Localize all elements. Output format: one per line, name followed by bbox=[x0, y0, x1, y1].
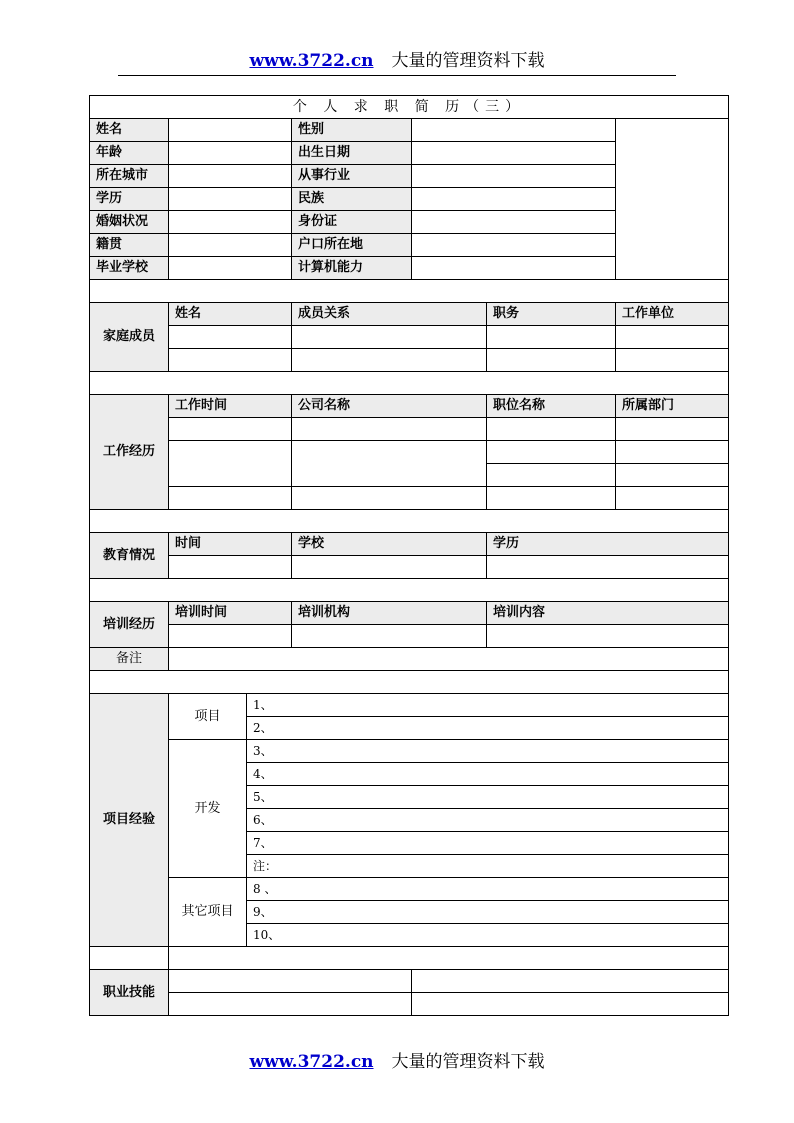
edu-cell[interactable] bbox=[169, 556, 292, 579]
work-cell[interactable] bbox=[487, 418, 616, 441]
group-other: 其它项目 bbox=[169, 878, 247, 947]
section-family: 家庭成员 bbox=[90, 303, 169, 372]
project-item[interactable]: 1、 bbox=[247, 694, 729, 717]
form-title: 个 人 求 职 简 历（三） bbox=[90, 96, 729, 119]
work-cell[interactable] bbox=[292, 418, 487, 441]
section-work: 工作经历 bbox=[90, 395, 169, 510]
work-col-period: 工作时间 bbox=[169, 395, 292, 418]
work-cell[interactable] bbox=[487, 441, 616, 464]
skills-cell[interactable] bbox=[169, 993, 412, 1016]
project-item[interactable]: 7、 bbox=[247, 832, 729, 855]
field-computer[interactable] bbox=[412, 257, 616, 280]
project-note[interactable]: 注： bbox=[247, 855, 729, 878]
resume-form bbox=[89, 95, 729, 1016]
label-gender: 性别 bbox=[292, 119, 412, 142]
spacer-row bbox=[90, 372, 729, 395]
project-item[interactable]: 2、 bbox=[247, 717, 729, 740]
spacer-cell bbox=[169, 947, 729, 970]
work-col-title: 职位名称 bbox=[487, 395, 616, 418]
label-remarks: 备注 bbox=[90, 648, 169, 671]
project-item[interactable]: 4、 bbox=[247, 763, 729, 786]
group-project: 项目 bbox=[169, 694, 247, 740]
work-cell[interactable] bbox=[616, 464, 729, 487]
training-col-time: 培训时间 bbox=[169, 602, 292, 625]
section-education: 教育情况 bbox=[90, 533, 169, 579]
training-col-institution: 培训机构 bbox=[292, 602, 487, 625]
project-item[interactable]: 5、 bbox=[247, 786, 729, 809]
training-cell[interactable] bbox=[292, 625, 487, 648]
work-cell[interactable] bbox=[616, 418, 729, 441]
label-birth-date: 出生日期 bbox=[292, 142, 412, 165]
edu-col-degree: 学历 bbox=[487, 533, 729, 556]
photo-box bbox=[616, 119, 729, 280]
section-training: 培训经历 bbox=[90, 602, 169, 648]
training-cell[interactable] bbox=[169, 625, 292, 648]
work-col-department: 所属部门 bbox=[616, 395, 729, 418]
field-industry[interactable] bbox=[412, 165, 616, 188]
project-item[interactable]: 8 、 bbox=[247, 878, 729, 901]
label-id-card: 身份证 bbox=[292, 211, 412, 234]
label-name: 姓名 bbox=[90, 119, 169, 142]
label-marital: 婚姻状况 bbox=[90, 211, 169, 234]
label-age: 年龄 bbox=[90, 142, 169, 165]
family-cell[interactable] bbox=[616, 349, 729, 372]
edu-col-school: 学校 bbox=[292, 533, 487, 556]
header-link[interactable]: www.3722.cn bbox=[249, 51, 374, 71]
footer-link[interactable]: www.3722.cn bbox=[249, 1052, 374, 1072]
project-item[interactable]: 6、 bbox=[247, 809, 729, 832]
field-marital[interactable] bbox=[169, 211, 292, 234]
work-cell[interactable] bbox=[292, 441, 487, 487]
family-col-name: 姓名 bbox=[169, 303, 292, 326]
field-name[interactable] bbox=[169, 119, 292, 142]
work-cell[interactable] bbox=[169, 487, 292, 510]
family-col-position: 职务 bbox=[487, 303, 616, 326]
family-cell[interactable] bbox=[169, 326, 292, 349]
label-education: 学历 bbox=[90, 188, 169, 211]
spacer-row bbox=[90, 671, 729, 694]
spacer-row bbox=[90, 510, 729, 533]
work-cell[interactable] bbox=[487, 464, 616, 487]
work-cell[interactable] bbox=[169, 441, 292, 487]
spacer-row bbox=[90, 579, 729, 602]
work-cell[interactable] bbox=[487, 487, 616, 510]
edu-cell[interactable] bbox=[487, 556, 729, 579]
spacer-row bbox=[90, 280, 729, 303]
work-cell[interactable] bbox=[616, 441, 729, 464]
edu-col-time: 时间 bbox=[169, 533, 292, 556]
label-ethnicity: 民族 bbox=[292, 188, 412, 211]
field-birth-date[interactable] bbox=[412, 142, 616, 165]
family-cell[interactable] bbox=[616, 326, 729, 349]
family-cell[interactable] bbox=[292, 326, 487, 349]
skills-cell[interactable] bbox=[169, 970, 412, 993]
group-dev: 开发 bbox=[169, 740, 247, 878]
section-projects: 项目经验 bbox=[90, 694, 169, 947]
training-cell[interactable] bbox=[487, 625, 729, 648]
edu-cell[interactable] bbox=[292, 556, 487, 579]
label-hukou: 户口所在地 bbox=[292, 234, 412, 257]
project-item[interactable]: 10、 bbox=[247, 924, 729, 947]
training-col-content: 培训内容 bbox=[487, 602, 729, 625]
project-item[interactable]: 9、 bbox=[247, 901, 729, 924]
family-cell[interactable] bbox=[169, 349, 292, 372]
family-col-relation: 成员关系 bbox=[292, 303, 487, 326]
work-cell[interactable] bbox=[292, 487, 487, 510]
label-school: 毕业学校 bbox=[90, 257, 169, 280]
work-cell[interactable] bbox=[169, 418, 292, 441]
family-cell[interactable] bbox=[292, 349, 487, 372]
work-cell[interactable] bbox=[616, 487, 729, 510]
field-remarks[interactable] bbox=[169, 648, 729, 671]
field-ethnicity[interactable] bbox=[412, 188, 616, 211]
spacer-cell bbox=[90, 947, 169, 970]
field-age[interactable] bbox=[169, 142, 292, 165]
project-item[interactable]: 3、 bbox=[247, 740, 729, 763]
family-cell[interactable] bbox=[487, 326, 616, 349]
page-footer bbox=[118, 1051, 676, 1073]
field-school[interactable] bbox=[169, 257, 292, 280]
family-col-employer: 工作单位 bbox=[616, 303, 729, 326]
field-hukou[interactable] bbox=[412, 234, 616, 257]
header-tagline: 大量的管理资料下载 bbox=[391, 51, 545, 71]
field-gender[interactable] bbox=[412, 119, 616, 142]
field-id-card[interactable] bbox=[412, 211, 616, 234]
label-industry: 从事行业 bbox=[292, 165, 412, 188]
header-rule bbox=[118, 75, 676, 76]
page-header bbox=[118, 50, 676, 72]
field-native-place[interactable] bbox=[169, 234, 292, 257]
field-city[interactable] bbox=[169, 165, 292, 188]
family-cell[interactable] bbox=[487, 349, 616, 372]
section-skills: 职业技能 bbox=[90, 970, 169, 1016]
skills-cell[interactable] bbox=[412, 970, 729, 993]
label-city: 所在城市 bbox=[90, 165, 169, 188]
label-computer: 计算机能力 bbox=[292, 257, 412, 280]
field-education[interactable] bbox=[169, 188, 292, 211]
footer-tagline: 大量的管理资料下载 bbox=[391, 1052, 545, 1072]
label-native-place: 籍贯 bbox=[90, 234, 169, 257]
work-col-company: 公司名称 bbox=[292, 395, 487, 418]
skills-cell[interactable] bbox=[412, 993, 729, 1016]
